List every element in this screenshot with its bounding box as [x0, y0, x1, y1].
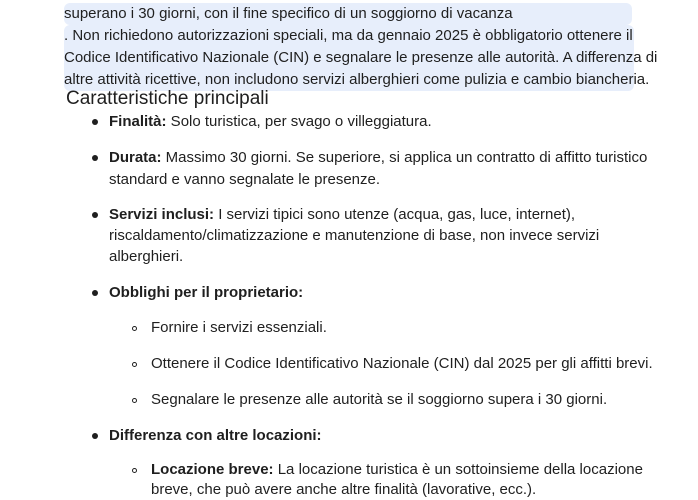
sub-bullet-circle — [132, 326, 137, 331]
intro-line: superano i 30 giorni, con il fine specifico di un soggiorno di vacanza — [64, 5, 513, 22]
sub-bullet-circle — [132, 468, 137, 473]
list-item-durata — [109, 147, 647, 169]
list-item-servizi — [109, 204, 575, 226]
list-item-obblighi — [109, 282, 303, 304]
list-item-text: Massimo 30 giorni. Se superiore, si applica un contratto di affitto turistico — [161, 149, 648, 166]
bullet-dot — [92, 290, 98, 296]
list-item-text: alberghieri. — [109, 248, 184, 265]
list-item-text: standard e vanno segnalate le presenze. — [109, 171, 381, 188]
list-item-label: Servizi inclusi: — [109, 206, 215, 223]
intro-line: altre attività ricettive, non includono servizi alberghieri come pulizia e cambio biancheria. — [64, 71, 650, 88]
list-item-differenza — [109, 425, 322, 447]
bullet-dot — [92, 433, 98, 439]
list-item-finalita — [109, 111, 432, 133]
sub-list-item: Segnalare le presenze alle autorità se il soggiorno supera i 30 giorni. — [151, 391, 608, 408]
sub-list-item-text: breve, che può avere anche altre finalità (lavorative, ecc.). — [151, 481, 537, 498]
bullet-dot — [92, 119, 98, 125]
sub-bullet-circle — [132, 398, 137, 403]
sub-list-item-label: Locazione breve: — [151, 461, 274, 478]
list-item-label: Differenza con altre locazioni: — [109, 427, 322, 444]
list-item-text: Solo turistica, per svago o villeggiatura. — [166, 113, 432, 130]
list-item-text: riscaldamento/climatizzazione e manutenzione di base, non invece servizi — [109, 227, 600, 244]
sub-bullet-circle — [132, 362, 137, 367]
bullet-dot — [92, 212, 98, 218]
list-item-label: Finalità: — [109, 113, 167, 130]
section-heading: Caratteristiche principali — [66, 88, 269, 109]
intro-line: . Non richiedono autorizzazioni speciali, ma da gennaio 2025 è obbligatorio ottenere il — [64, 27, 633, 44]
sub-list-item: Fornire i servizi essenziali. — [151, 319, 327, 336]
sub-list-item: Ottenere il Codice Identificativo Nazionale (CIN) dal 2025 per gli affitti brevi. — [151, 355, 653, 372]
list-item-label: Obblighi per il proprietario: — [109, 284, 304, 301]
sub-list-item-text: La locazione turistica è un sottoinsieme della locazione — [273, 461, 643, 478]
bullet-dot — [92, 155, 98, 161]
sub-list-item-locazione-breve — [151, 459, 643, 481]
list-item-label: Durata: — [109, 149, 162, 166]
list-item-text: I servizi tipici sono utenze (acqua, gas, luce, internet), — [214, 206, 576, 223]
intro-line: Codice Identificativo Nazionale (CIN) e segnalare le presenze alle autorità. A differenza di — [64, 49, 658, 66]
